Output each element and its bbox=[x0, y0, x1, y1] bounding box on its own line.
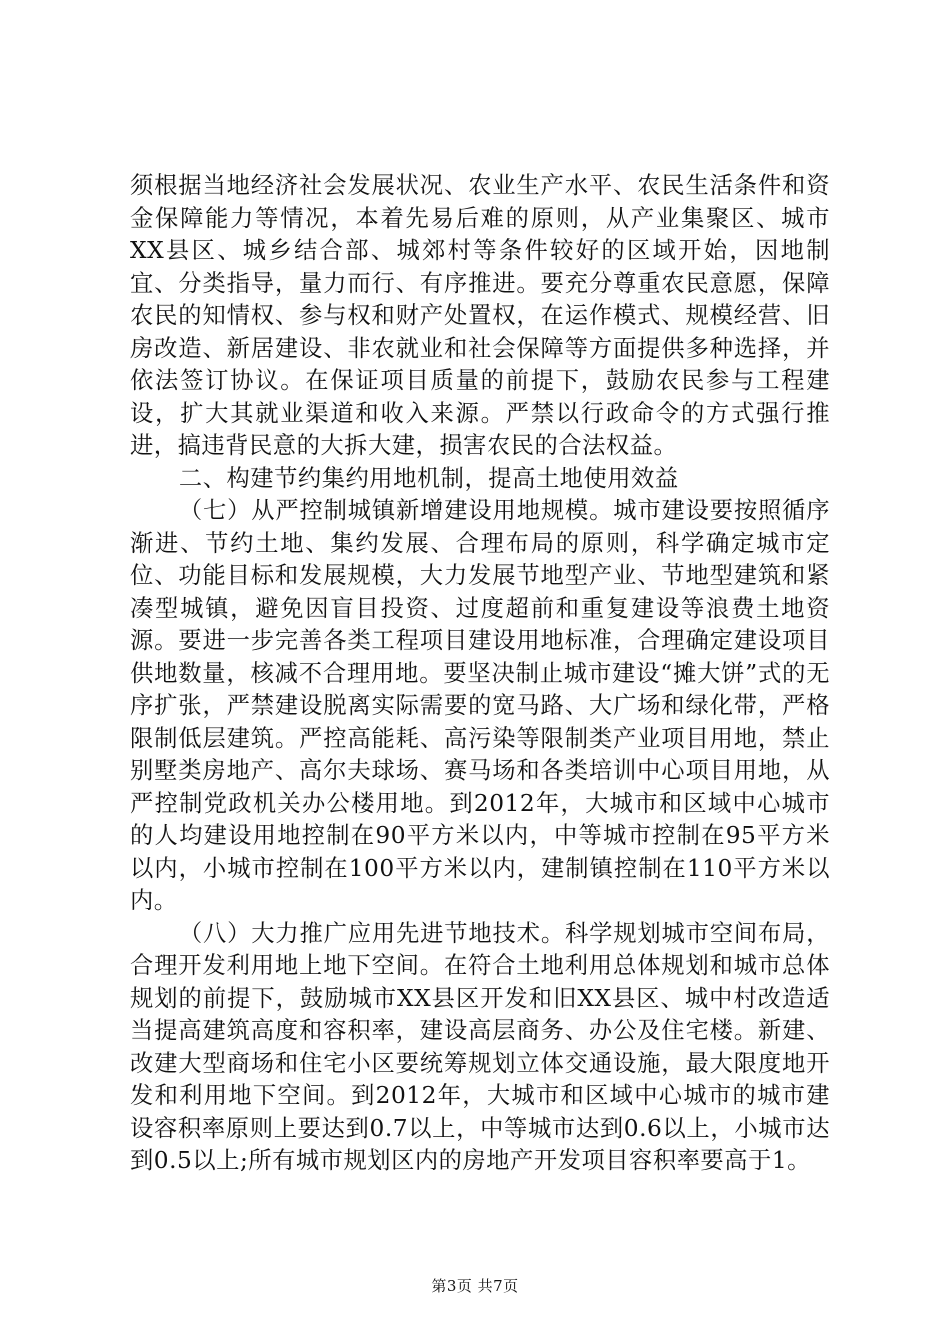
paragraph-section-8: （八）大力推广应用先进节地技术。科学规划城市空间布局，合理开发利用地上地下空间。在符合土地利用总体规划和城市总体规划的前提下，鼓励城市XX县区开发和旧XX县区、城中村改造适当提高建筑高度和容积率，建设高层商务、办公及住宅楼。新建、改建大型商场和住宅小区要统筹规划立体交通设施，最大限度地开发和利用地下空间。到2012年，大城市和区域中心城市的城市建设容积率原则上要达到0.7以上，中等城市达到0.6以上，小城市达到0.5以上;所有城市规划区内的房地产开发项目容积率要高于1。 bbox=[130, 919, 830, 1174]
section-heading: 二、构建节约集约用地机制，提高土地使用效益 bbox=[178, 464, 679, 492]
document-body bbox=[130, 170, 830, 1178]
paragraph-section-7: （七）从严控制城镇新增建设用地规模。城市建设要按照循序渐进、节约土地、集约发展、合理布局的原则，科学确定城市定位、功能目标和发展规模，大力发展节地型产业、节地型建筑和紧凑型城镇，避免因盲目投资、过度超前和重复建设等浪费土地资源。要进一步完善各类工程项目建设用地标准，合理确定建设项目供地数量，核减不合理用地。要坚决制止城市建设“摊大饼”式的无序扩张，严禁建设脱离实际需要的宽马路、大广场和绿化带，严格限制低层建筑。严控高能耗、高污染等限制类产业项目用地，禁止别墅类房地产、高尔夫球场、赛马场和各类培训中心项目用地，从严控制党政机关办公楼用地。到2012年，大城市和区域中心城市的人均建设用地控制在90平方米以内，中等城市控制在95平方米以内，小城市控制在100平方米以内，建制镇控制在110平方米以内。 bbox=[130, 497, 830, 914]
page-number-footer: 第3页 共7页 bbox=[431, 1277, 519, 1295]
paragraph-continuation: 须根据当地经济社会发展状况、农业生产水平、农民生活条件和资金保障能力等情况，本着先易后难的原则，从产业集聚区、城市XX县区、城乡结合部、城郊村等条件较好的区域开始，因地制宜、分类指导，量力而行、有序推进。要充分尊重农民意愿，保障农民的知情权、参与权和财产处置权，在运作模式、规模经营、旧房改造、新居建设、非农就业和社会保障等方面提供多种选择，并依法签订协议。在保证项目质量的前提下，鼓励农民参与工程建设，扩大其就业渠道和收入来源。严禁以行政命令的方式强行推进，搞违背民意的大拆大建，损害农民的合法权益。 bbox=[130, 172, 830, 459]
